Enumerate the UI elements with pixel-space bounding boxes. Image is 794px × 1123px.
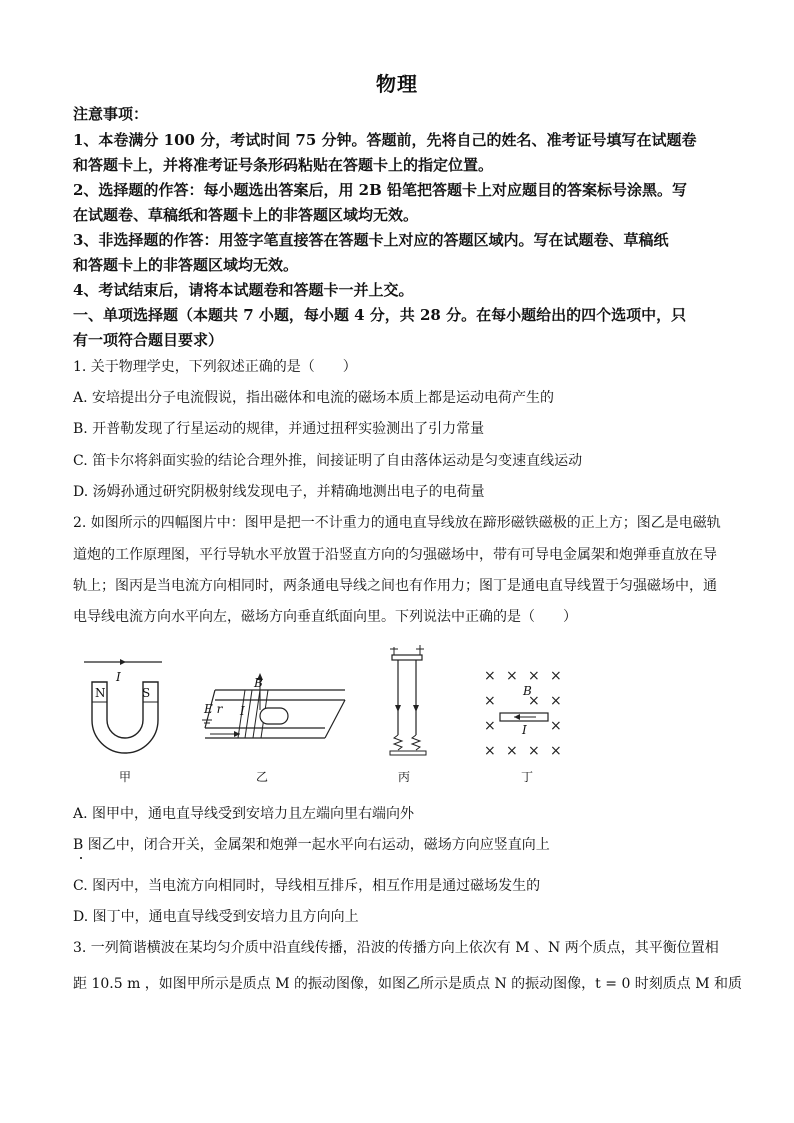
svg-text:×: × bbox=[528, 743, 540, 759]
figure-ding bbox=[480, 665, 570, 760]
page-title: 物理 bbox=[376, 72, 418, 96]
bing-caption: 丙 bbox=[398, 770, 411, 784]
notice-line: 和答题卡上的非答题区域均无效。 bbox=[73, 256, 299, 274]
q1-option-d: D. 汤姆孙通过研究阴极射线发现电子，并精确地测出电子的电荷量 bbox=[73, 484, 485, 500]
notice-line: 4、考试结束后，请将本试题卷和答题卡一并上交。 bbox=[73, 281, 414, 299]
svg-text:×: × bbox=[484, 718, 496, 734]
notice-line: 和答题卡上，并将准考证号条形码粘贴在答题卡上的指定位置。 bbox=[73, 156, 494, 174]
notice-line: 1、本卷满分 100 分，考试时间 75 分钟。答题前，先将自己的姓名、准考证号填写在试题卷 bbox=[73, 131, 697, 149]
jia-caption: 甲 bbox=[119, 770, 132, 784]
q1-option-b: B. 开普勒发现了行星运动的规律，并通过扭秤实验测出了引力常量 bbox=[73, 421, 485, 437]
question-3-stem: 距 10.5 m ，如图甲所示是质点 M 的振动图像，如图乙所示是质点 N 的振动图像，t = 0 时刻质点 M 和质 bbox=[73, 976, 743, 992]
svg-text:×: × bbox=[484, 668, 496, 684]
q2-option-b: B 图乙中，闭合开关，金属架和炮弹一起水平向右运动，磁场方向应竖直向上 bbox=[73, 837, 550, 853]
notice-line: 2、选择题的作答：每小题选出答案后，用 2B 铅笔把答题卡上对应题目的答案标号涂黑。写 bbox=[73, 181, 688, 199]
figure-jia bbox=[80, 650, 170, 780]
q2-option-c: C. 图丙中，当电流方向相同时，导线相互排斥，相互作用是通过磁场发生的 bbox=[73, 878, 541, 894]
question-2-stem: 轨上；图丙是当电流方向相同时，两条通电导线之间也有作用力；图丁是通电直导线置于匀强磁场中，通 bbox=[73, 578, 717, 594]
svg-text:×: × bbox=[528, 668, 540, 684]
section-heading: 一、单项选择题（本题共 7 小题，每小题 4 分，共 28 分。在每小题给出的四个选项中，只 bbox=[73, 306, 687, 324]
ding-field-label: B bbox=[523, 684, 532, 698]
svg-text:×: × bbox=[506, 743, 518, 759]
section-heading: 有一项符合题目要求） bbox=[73, 331, 224, 349]
question-3-stem: 3. 一列简谐横波在某均匀介质中沿直线传播，沿波的传播方向上依次有 M 、N 两个质点，其平衡位置相 bbox=[73, 940, 719, 956]
figure-yi bbox=[200, 670, 350, 750]
svg-text:×: × bbox=[550, 693, 562, 709]
yi-field-label: B bbox=[254, 676, 263, 690]
notice-line: 3、非选择题的作答：用签字笔直接答在答题卡上对应的答题区域内。写在试题卷、草稿纸 bbox=[73, 231, 669, 249]
jia-south-label: S bbox=[142, 686, 151, 700]
jia-current-label: I bbox=[116, 670, 121, 684]
yi-source-label: E r bbox=[204, 702, 223, 716]
notice-line: 在试题卷、草稿纸和答题卡上的非答题区域均无效。 bbox=[73, 206, 419, 224]
question-1-stem: 1. 关于物理学史，下列叙述正确的是（ ） bbox=[73, 359, 357, 375]
notice-heading: 注意事项： bbox=[73, 105, 149, 123]
q2-option-d: D. 图丁中，通电直导线受到安培力且方向向上 bbox=[73, 909, 359, 925]
q1-option-c: C. 笛卡尔将斜面实验的结论合理外推，间接证明了自由落体运动是匀变速直线运动 bbox=[73, 453, 583, 469]
question-2-stem: 2. 如图所示的四幅图片中：图甲是把一不计重力的通电直导线放在蹄形磁铁磁极的正上方；图乙是电磁轨 bbox=[73, 515, 721, 531]
ding-current-label: I bbox=[522, 723, 527, 737]
jia-north-label: N bbox=[95, 686, 106, 700]
svg-text:×: × bbox=[550, 743, 562, 759]
svg-text:×: × bbox=[528, 693, 540, 709]
ding-caption: 丁 bbox=[521, 770, 534, 784]
question-2-stem: 电导线电流方向水平向左，磁场方向垂直纸面向里。下列说法中正确的是（ ） bbox=[73, 609, 577, 625]
yi-current-label: I bbox=[240, 704, 245, 718]
svg-text:×: × bbox=[484, 693, 496, 709]
question-2-stem: 道炮的工作原理图，平行导轨水平放置于沿竖直方向的匀强磁场中，带有可导电金属架和炮弹垂直放在导 bbox=[73, 547, 717, 563]
figure-bing bbox=[382, 645, 432, 757]
svg-text:×: × bbox=[550, 718, 562, 734]
q1-option-a: A. 安培提出分子电流假说，指出磁体和电流的磁场本质上都是运动电荷产生的 bbox=[73, 390, 555, 406]
svg-text:×: × bbox=[484, 743, 496, 759]
svg-text:×: × bbox=[550, 668, 562, 684]
q2-option-a: A. 图甲中，通电直导线受到安培力且左端向里右端向外 bbox=[73, 806, 415, 822]
yi-caption: 乙 bbox=[256, 770, 269, 784]
stray-dot bbox=[80, 857, 82, 859]
svg-text:×: × bbox=[506, 668, 518, 684]
